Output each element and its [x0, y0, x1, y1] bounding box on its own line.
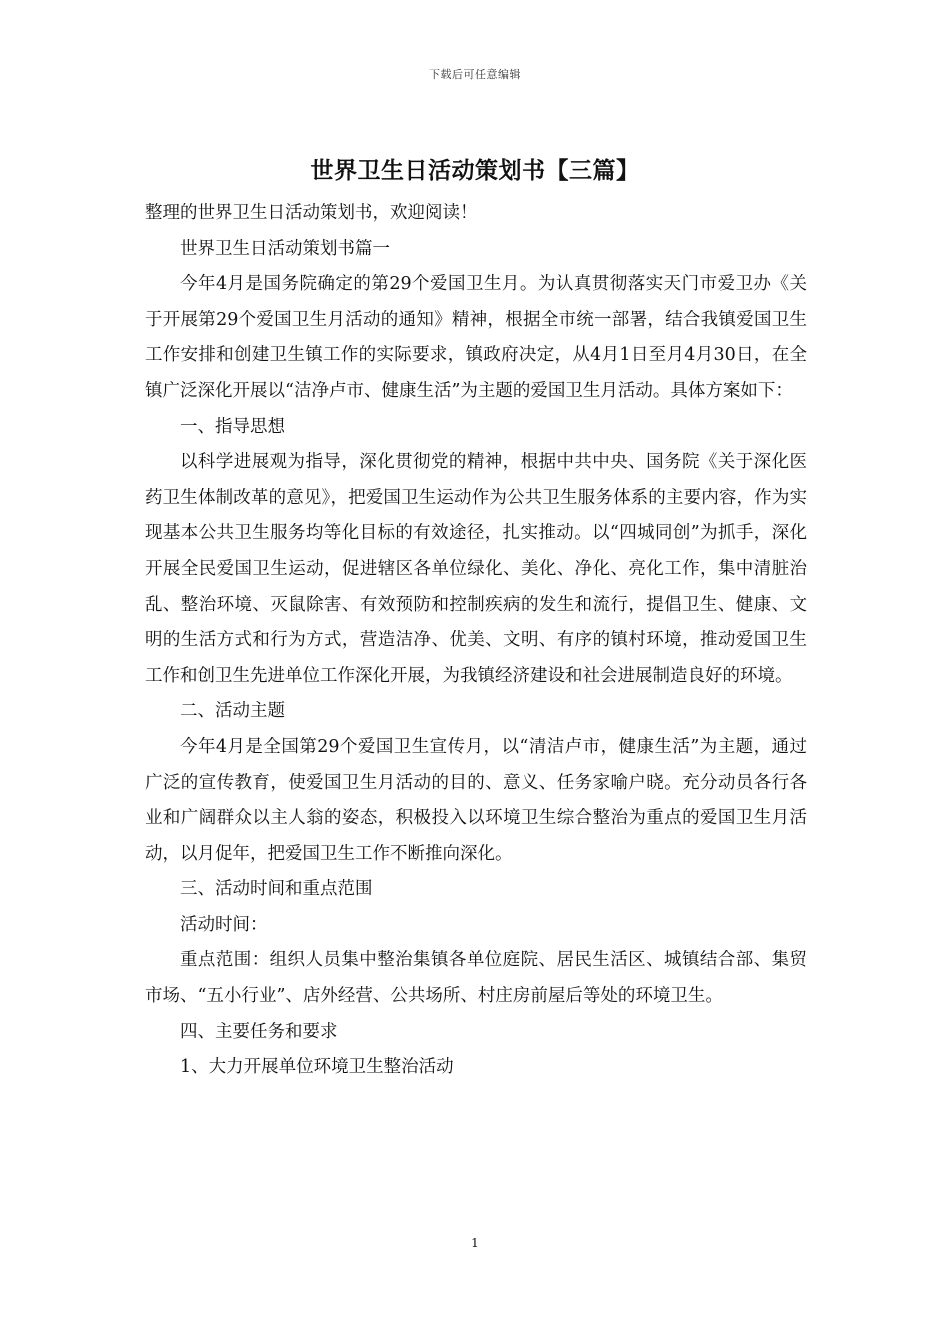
- subsection-heading: 1、大力开展单位环境卫生整治活动: [180, 1057, 454, 1078]
- section-heading-activity-theme: 二、活动主题: [180, 701, 285, 722]
- header-note: 下载后可任意编辑: [429, 68, 521, 81]
- document-title: 世界卫生日活动策划书【三篇】: [310, 157, 640, 184]
- page-number: 1: [471, 1236, 479, 1250]
- section-heading-time-and-scope: 三、活动时间和重点范围: [180, 879, 373, 900]
- section-heading-part-one: 世界卫生日活动策划书篇一: [180, 238, 390, 259]
- section-heading-tasks: 四、主要任务和要求: [180, 1021, 338, 1042]
- body-paragraph: 今年4月是国务院确定的第29个爱国卫生月。为认真贯彻落实天门市爱卫办《关于开展第29个爱国卫生月活动的通知》精神，根据全市统一部署，结合我镇爱国卫生工作安排和创建卫生镇工作的实际要求，镇政府决定，从4月1日至月4月30日，在全镇广泛深化开展以“洁净卢市、健康生活”为主题的爱国卫生月活动。具体方案如下：: [145, 274, 807, 401]
- intro-paragraph: 整理的世界卫生日活动策划书，欢迎阅读！: [145, 203, 478, 223]
- section-heading-guiding-ideology: 一、指导思想: [180, 416, 285, 437]
- activity-time-line: 活动时间：: [180, 914, 268, 935]
- document-body: [145, 196, 807, 1086]
- body-paragraph: 重点范围：组织人员集中整治集镇各单位庭院、居民生活区、城镇结合部、集贸市场、“五小行业”、店外经营、公共场所、村庄房前屋后等处的环境卫生。: [145, 950, 807, 1007]
- body-paragraph: 以科学进展观为指导，深化贯彻党的精神，根据中共中央、国务院《关于深化医药卫生体制改革的意见》，把爱国卫生运动作为公共卫生服务体系的主要内容，作为实现基本公共卫生服务均等化目标的有效途径，扎实推动。以“四城同创”为抓手，深化开展全民爱国卫生运动，促进辖区各单位绿化、美化、净化、亮化工作，集中清脏治乱、整治环境、灭鼠除害、有效预防和控制疾病的发生和流行，提倡卫生、健康、文明的生活方式和行为方式，营造洁净、优美、文明、有序的镇村环境，推动爱国卫生工作和创卫生先进单位工作深化开展，为我镇经济建设和社会进展制造良好的环境。: [145, 452, 807, 686]
- body-paragraph: 今年4月是全国第29个爱国卫生宣传月，以“清洁卢市，健康生活”为主题，通过广泛的宣传教育，使爱国卫生月活动的目的、意义、任务家喻户晓。充分动员各行各业和广阔群众以主人翁的姿态，积极投入以环境卫生综合整治为重点的爱国卫生月活动，以月促年，把爱国卫生工作不断推向深化。: [145, 736, 807, 864]
